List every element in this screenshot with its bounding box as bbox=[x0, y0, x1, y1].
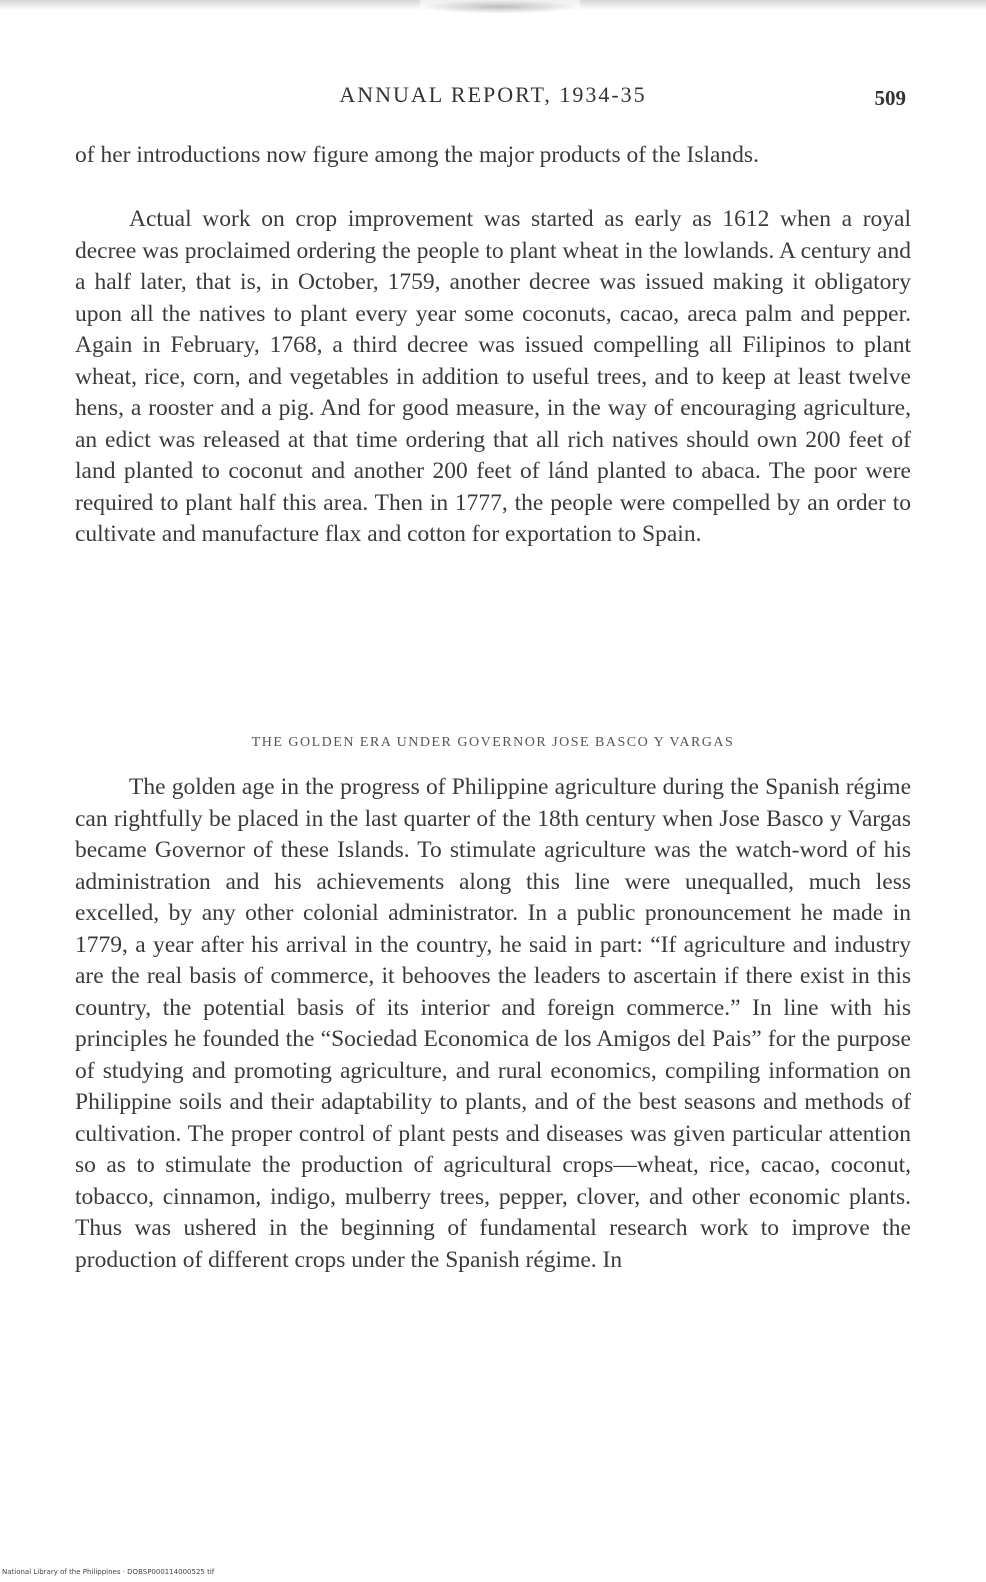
page-number: 509 bbox=[874, 86, 906, 110]
running-title: ANNUAL REPORT, 1934-35 bbox=[339, 82, 647, 107]
running-head bbox=[70, 82, 916, 116]
paragraph-continuation: of her introductions now figure among the major products of the Islands. bbox=[75, 142, 759, 168]
section-heading: THE GOLDEN ERA UNDER GOVERNOR JOSE BASCO Y VARGAS bbox=[251, 735, 735, 750]
scan-smudge bbox=[420, 0, 580, 14]
footer-credit: National Library of the Philippines · DOBSP000114000525 tif bbox=[2, 1568, 215, 1576]
paragraph-golden-era: The golden age in the progress of Philippine agriculture during the Spanish régime can rightfully be placed in the last quarter of the 18th century when Jose Basco y Vargas became Governor of these Islands. To stimulate agriculture was the watch-word of his administration and his achievements along this line were unequalled, much less excelled, by any other colonial administrator. In a public pronouncement he made in 1779, a year after his arrival in the country, he said in part: “If agriculture and industry are the real basis of commerce, it behooves the leaders to ascertain if there exist in this country, the potential basis of its interior and foreign commerce.” In line with his principles he founded the “Sociedad Economica de los Amigos del Pais” for the purpose of studying and promoting agriculture, and rural economics, compiling information on Philippine soils and their adaptability to plants, and of the best seasons and methods of cultivation. The proper control of plant pests and diseases was given particular attention so as to stimulate the production of agricultural crops—wheat, rice, cacao, coconut, tobacco, cinnamon, indigo, mulberry trees, pepper, clover, and other economic plants. Thus was ushered in the beginning of fundamental research work to improve the production of different crops under the Spanish régime. In bbox=[75, 774, 911, 1273]
paragraph-crop-decrees: Actual work on crop improvement was started as early as 1612 when a royal decree was proclaimed ordering the people to plant wheat in the lowlands. A century and a half later, that is, in October, 1759, another decree was issued making it obligatory upon all the natives to plant every year some coconuts, cacao, areca palm and pepper. Again in February, 1768, a third decree was issued compelling all Filipinos to plant wheat, rice, corn, and vegetables in addition to useful trees, and to keep at least twelve hens, a rooster and a pig. And for good measure, in the way of encouraging agriculture, an edict was released at that time ordering that all rich natives should own 200 feet of land planted to coconut and another 200 feet of lánd planted to abaca. The poor were required to plant half this area. Then in 1777, the people were compelled by an order to cultivate and manufacture flax and cotton for exportation to Spain. bbox=[75, 206, 911, 547]
